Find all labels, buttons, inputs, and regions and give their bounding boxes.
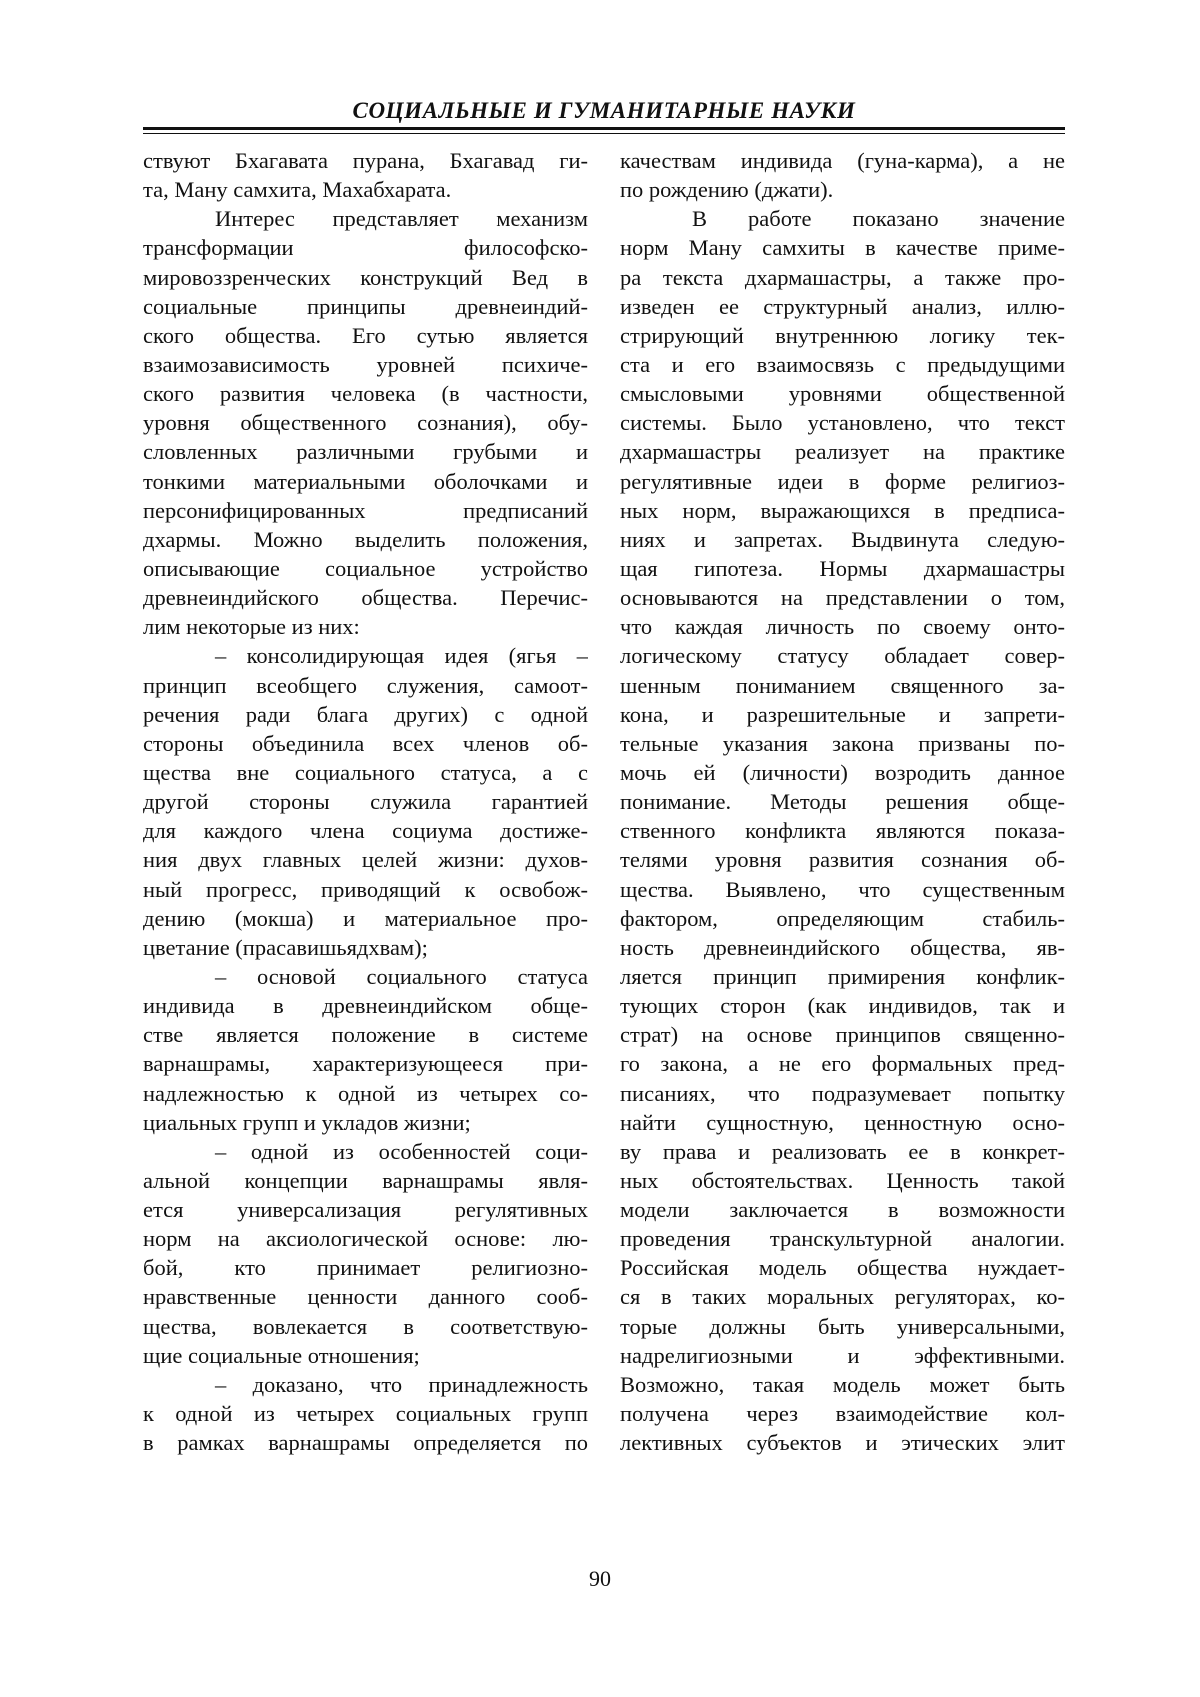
text-line: ствуют Бхагавата пурана, Бхагавад ги- bbox=[143, 148, 588, 173]
text-line: Возможно, такая модель может быть bbox=[620, 1371, 1065, 1397]
text-line: цветание (прасавишьядхвам); bbox=[143, 934, 428, 960]
text-line: ся в таких моральных регуляторах, ко- bbox=[620, 1284, 1065, 1310]
text-line: тонкими материальными оболочками и bbox=[143, 468, 588, 494]
right-column bbox=[620, 146, 1065, 1457]
text-line: понимание. Методы решения обще- bbox=[620, 789, 1065, 815]
text-line: стве является положение в системе bbox=[143, 1022, 588, 1048]
text-line: описывающие социальное устройство bbox=[143, 555, 588, 581]
text-line: тующих сторон (как индивидов, так и bbox=[620, 993, 1065, 1019]
text-line: ву права и реализовать ее в конкрет- bbox=[620, 1138, 1065, 1164]
text-line: логическому статусу обладает совер- bbox=[620, 643, 1065, 669]
text-line: надрелигиозными и эффективными. bbox=[620, 1342, 1065, 1368]
left-column bbox=[143, 146, 588, 1457]
text-line: ста и его взаимосвязь с предыдущими bbox=[620, 351, 1065, 377]
text-line: ность древнеиндийского общества, яв- bbox=[620, 934, 1065, 960]
text-line: дхармы. Можно выделить положения, bbox=[143, 526, 588, 552]
text-line: социальные принципы древнеиндий- bbox=[143, 293, 588, 319]
text-line: найти сущностную, ценностную осно- bbox=[620, 1109, 1065, 1135]
text-line: торые должны быть универсальными, bbox=[620, 1313, 1065, 1339]
text-line: щества, вовлекается в соответствую- bbox=[143, 1313, 588, 1339]
text-line: взаимозависимость уровней психиче- bbox=[143, 351, 588, 377]
text-line: лективных субъектов и этических элит bbox=[620, 1430, 1065, 1456]
running-head-title: СОЦИАЛЬНЫЕ И ГУМАНИТАРНЫЕ НАУКИ bbox=[352, 98, 856, 123]
text-line: системы. Было установлено, что текст bbox=[620, 410, 1065, 436]
text-line: норм на аксиологической основе: лю- bbox=[143, 1226, 588, 1252]
text-line: щества. Выявлено, что существенным bbox=[620, 876, 1065, 902]
text-line: кона, и разрешительные и запрети- bbox=[620, 701, 1065, 727]
text-line: стрирующий внутреннюю логику тек- bbox=[620, 322, 1065, 348]
text-line: нравственные ценности данного сооб- bbox=[143, 1284, 588, 1310]
text-line: регулятивные идеи в форме религиоз- bbox=[620, 468, 1065, 494]
text-line: качествам индивида (гуна-карма), а не bbox=[620, 148, 1065, 173]
text-line: мировоззренческих конструкций Вед в bbox=[143, 264, 588, 290]
text-line: щие социальные отношения; bbox=[143, 1342, 420, 1368]
text-line: к одной из четырех социальных групп bbox=[143, 1401, 588, 1427]
text-line: та, Ману самхита, Махабхарата. bbox=[143, 177, 452, 203]
text-line: тельные указания закона призваны по- bbox=[620, 730, 1065, 756]
text-line: ляется принцип примирения конфлик- bbox=[620, 963, 1065, 989]
text-line: фактором, определяющим стабиль- bbox=[620, 905, 1065, 931]
text-line: дению (мокша) и материальное про- bbox=[143, 905, 588, 931]
text-line: что каждая личность по своему онто- bbox=[620, 614, 1065, 640]
text-line: норм Ману самхиты в качестве приме- bbox=[620, 235, 1065, 261]
header-rule-thin bbox=[143, 133, 1065, 134]
text-line: стороны объединила всех членов об- bbox=[143, 730, 588, 756]
header-rule-thick bbox=[143, 127, 1065, 130]
text-line: ный прогресс, приводящий к освобож- bbox=[143, 876, 588, 902]
list-item-line: – консолидирующая идея (ягья – bbox=[215, 643, 588, 669]
text-line: трансформации философско- bbox=[143, 235, 588, 261]
text-line: уровня общественного сознания), обу- bbox=[143, 410, 588, 436]
text-line: альной концепции варнашрамы явля- bbox=[143, 1167, 588, 1193]
text-line: древнеиндийского общества. Перечис- bbox=[143, 585, 588, 611]
text-line: для каждого члена социума достиже- bbox=[143, 818, 588, 844]
text-line: дхармашастры реализует на практике bbox=[620, 439, 1065, 465]
text-line: циальных групп и укладов жизни; bbox=[143, 1109, 471, 1135]
text-line: ных норм, выражающихся в предписа- bbox=[620, 497, 1065, 523]
text-line: ского развития человека (в частности, bbox=[143, 381, 588, 407]
text-line: ния двух главных целей жизни: духов- bbox=[143, 847, 588, 873]
text-line: шенным пониманием священного за- bbox=[620, 672, 1065, 698]
text-line: по рождению (джати). bbox=[620, 177, 834, 203]
text-line: изведен ее структурный анализ, иллю- bbox=[620, 293, 1065, 319]
text-line: ниях и запретах. Выдвинута следую- bbox=[620, 526, 1065, 552]
text-line: надлежностью к одной из четырех со- bbox=[143, 1080, 588, 1106]
text-line: проведения транскультурной аналогии. bbox=[620, 1226, 1065, 1252]
text-line: го закона, а не его формальных пред- bbox=[620, 1051, 1065, 1077]
page-number: 90 bbox=[589, 1566, 611, 1591]
text-line: модели заключается в возможности bbox=[620, 1197, 1065, 1223]
text-line: ных обстоятельствах. Ценность такой bbox=[620, 1167, 1065, 1193]
text-line: телями уровня развития сознания об- bbox=[620, 847, 1065, 873]
text-line: ра текста дхармашастры, а также про- bbox=[620, 264, 1065, 290]
paragraph-start-line: В работе показано значение bbox=[692, 206, 1065, 232]
text-line: принцип всеобщего служения, самоот- bbox=[143, 672, 588, 698]
text-line: персонифицированных предписаний bbox=[143, 497, 588, 523]
text-line: щества вне социального статуса, а с bbox=[143, 759, 588, 785]
text-line: в рамках варнашрамы определяется по bbox=[143, 1430, 588, 1456]
text-line: лим некоторые из них: bbox=[143, 614, 360, 640]
list-item-line: – доказано, что принадлежность bbox=[215, 1371, 588, 1397]
text-line: страт) на основе принципов священно- bbox=[620, 1022, 1065, 1048]
text-line: другой стороны служила гарантией bbox=[143, 789, 588, 815]
text-line: речения ради блага других) с одной bbox=[143, 701, 588, 727]
list-item-line: – основой социального статуса bbox=[215, 963, 588, 989]
text-line: словленных различными грубыми и bbox=[143, 439, 588, 465]
text-line: ется универсализация регулятивных bbox=[143, 1197, 588, 1223]
text-line: ского общества. Его сутью является bbox=[143, 322, 588, 348]
list-item-line: – одной из особенностей соци- bbox=[215, 1138, 588, 1164]
text-line: писаниях, что подразумевает попытку bbox=[620, 1080, 1065, 1106]
text-line: ственного конфликта являются показа- bbox=[620, 818, 1065, 844]
text-line: бой, кто принимает религиозно- bbox=[143, 1255, 588, 1281]
text-line: щая гипотеза. Нормы дхармашастры bbox=[620, 555, 1065, 581]
text-line: получена через взаимодействие кол- bbox=[620, 1401, 1065, 1427]
paragraph-start-line: Интерес представляет механизм bbox=[215, 206, 588, 232]
text-line: смысловыми уровнями общественной bbox=[620, 381, 1065, 407]
text-line: варнашрамы, характеризующееся при- bbox=[143, 1051, 588, 1077]
text-line: индивида в древнеиндийском обще- bbox=[143, 993, 588, 1019]
text-line: Российская модель общества нуждает- bbox=[620, 1255, 1065, 1281]
text-line: основываются на представлении о том, bbox=[620, 585, 1065, 611]
text-line: мочь ей (личности) возродить данное bbox=[620, 759, 1065, 785]
